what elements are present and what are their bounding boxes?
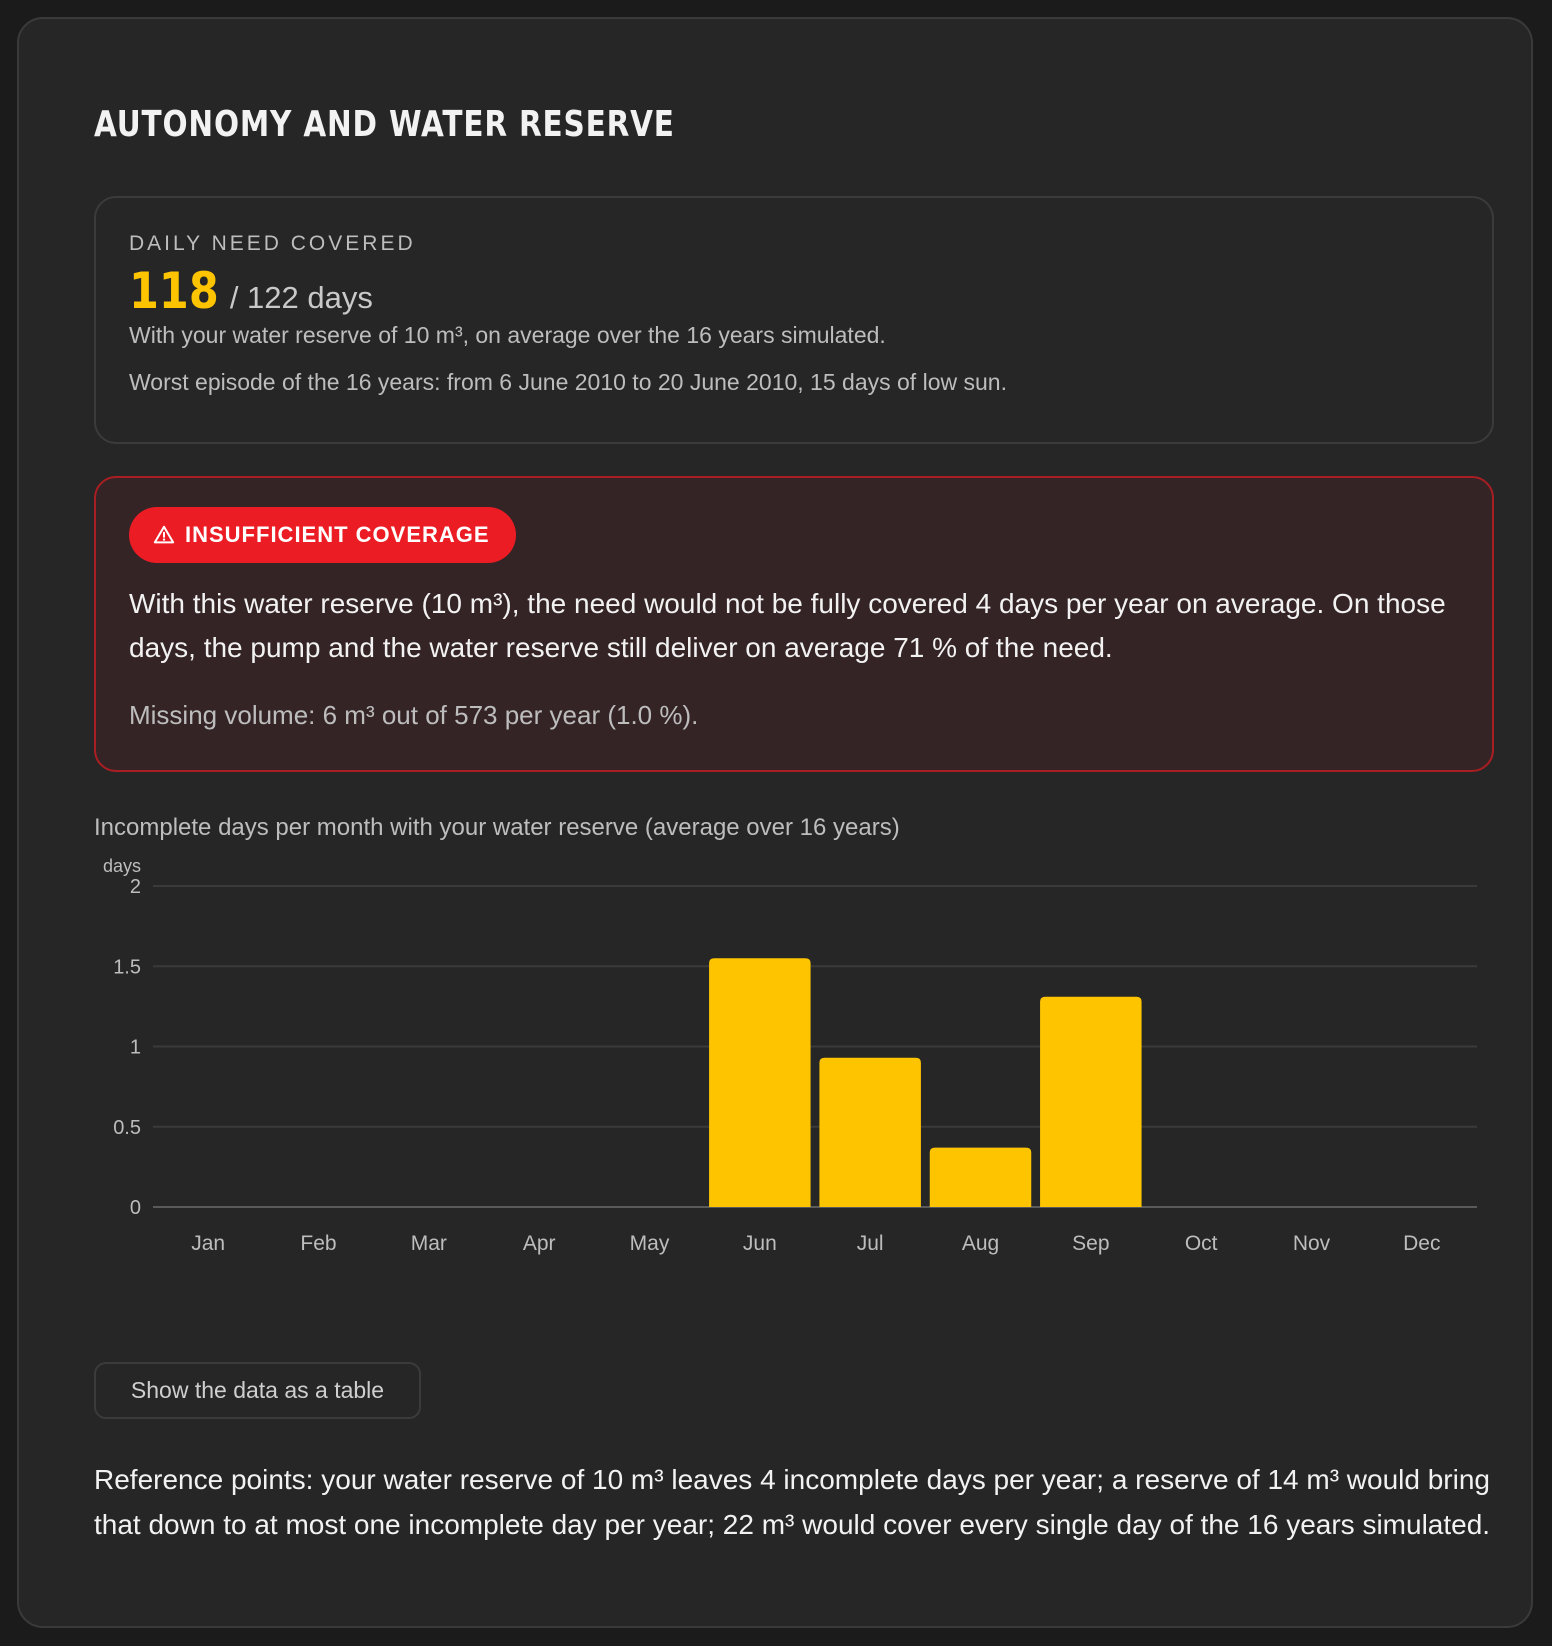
y-tick-label: 1.5	[113, 956, 141, 979]
bar-jun	[709, 958, 811, 1207]
total-days-label: / 122 days	[229, 280, 373, 315]
incomplete-days-chart	[19, 19, 1535, 1359]
x-tick-label: Oct	[1184, 1232, 1218, 1255]
x-tick-label: Aug	[961, 1232, 1000, 1255]
x-tick-label: Dec	[1403, 1232, 1441, 1255]
section-title: AUTONOMY AND WATER RESERVE	[94, 104, 675, 145]
bar-jul	[819, 1058, 921, 1207]
chart-caption: Incomplete days per month with your water reserve (average over 16 years)	[94, 814, 900, 841]
coverage-label: DAILY NEED COVERED	[129, 232, 416, 255]
show-table-button[interactable]: Show the data as a table	[94, 1362, 421, 1419]
x-tick-label: May	[629, 1232, 670, 1255]
autonomy-card	[17, 17, 1533, 1628]
x-tick-label: Nov	[1292, 1232, 1331, 1255]
x-tick-label: Sep	[1072, 1232, 1110, 1255]
worst-episode-note: Worst episode of the 16 years: from 6 June 2010 to 20 June 2010, 15 days of low sun.	[129, 369, 1007, 395]
reference-points: Reference points: your water reserve of 10 m³ leaves 4 incomplete days per year; a reserve of 14 m³ would bring that down to at most one incomplete day per year; 22 m³ would cover every single day of the 16 years simulated.	[94, 1464, 1491, 1540]
y-axis-label: days	[102, 856, 141, 876]
y-tick-label: 1	[129, 1036, 141, 1059]
x-tick-label: Jun	[742, 1232, 777, 1255]
x-tick-label: Jul	[856, 1232, 884, 1255]
x-tick-label: Feb	[300, 1232, 337, 1255]
x-tick-label: Mar	[410, 1232, 447, 1255]
bar-aug	[930, 1148, 1032, 1207]
badge-label: INSUFFICIENT COVERAGE	[185, 522, 490, 547]
y-tick-label: 2	[129, 876, 141, 898]
coverage-note: With your water reserve of 10 m³, on average over the 16 years simulated.	[129, 322, 886, 348]
bar-sep	[1040, 997, 1142, 1207]
x-tick-label: Apr	[522, 1232, 556, 1255]
x-tick-label: Jan	[191, 1232, 226, 1255]
y-tick-label: 0	[129, 1197, 141, 1219]
missing-volume: Missing volume: 6 m³ out of 573 per year (1.0 %).	[129, 700, 699, 730]
alert-message: With this water reserve (10 m³), the need would not be fully covered 4 days per year on average. On those days, the pump and the water reserve still deliver on average 71 % of the need.	[129, 588, 1446, 663]
y-tick-label: 0.5	[113, 1116, 141, 1139]
covered-days-value: 118	[129, 262, 219, 320]
